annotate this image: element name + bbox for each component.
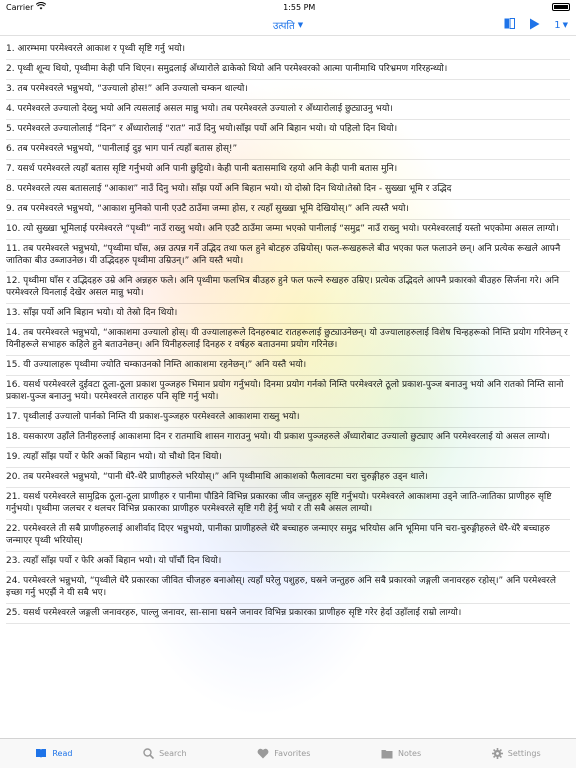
tab-read[interactable]: [35, 748, 72, 759]
verse[interactable]: 7. यसर्थ परमेश्वरले त्यहाँ बतास सृष्टि गर्नुभयो अनि पानी छुट्टियो। केही पानी बतासमाथि रहयो अनि केही पानी बतास मुनि।: [6, 160, 570, 180]
verse[interactable]: 19. त्यहाँ साँझ पर्यो र फेरि अर्को बिहान भयो। यो चौथो दिन थियो।: [6, 448, 570, 468]
tab-bar: [0, 738, 576, 768]
heart-icon: [257, 748, 269, 759]
tab-label: Read: [52, 749, 73, 758]
verse[interactable]: 21. यसर्थ परमेश्वरले सामुद्रिक ठूला-ठूला प्राणीहरु र पानीमा पौडिने विभिन्न प्रकारका जीव जन्तुहरु सृष्टि गर्नुभयो। परमेश्वरले आकाशमा उड्ने जाति-जातिका प्राणीहरु सृष्टि गर्नुभयो। पृथ्वीमा जलचर र थलचर विभिन्न प्रकारका प्राणीहरु परमेश्वरले सृष्टि गरी हेर्नु भयो र ती सबै असल लाग्यो।: [6, 488, 570, 520]
play-icon: [529, 18, 540, 30]
verse[interactable]: 20. तब परमेश्वरले भन्नुभयो, “पानी धेरै-धेरै प्राणीहरुले भरियोस्।” अनि पृथ्वीमाथि आकाशको फैलावटमा चरा चुरुङ्गीहरु उड्न थाले।: [6, 468, 570, 488]
verse[interactable]: 16. यसर्थ परमेश्वरले दुईवटा ठूला-ठूला प्रकाश पुञ्जहरु भिमान प्रयोग गर्नुभयो। दिनमा प्रयोग गर्नको निम्ति परमेश्वरले ठूलो प्रकाश-पुञ्ज बनाउनु भयो अनि रातको निम्ति सानो प्रकाश-पुञ्ज बनाउनु भयो। परमेश्वरले ताराहरु पनि सृष्टि गर्नु भयो।: [6, 376, 570, 408]
verse[interactable]: 6. तब परमेश्वरले भन्नुभयो, “पानीलाई दुइ भाग पार्न त्यहाँ बतास होस्!”: [6, 140, 570, 160]
verse[interactable]: 15. यी उज्यालाहरू पृथ्वीमा ज्योति चम्काउनको निम्ति आकाशमा रहनेछन्।” अनि यस्तै भयो।: [6, 356, 570, 376]
chevron-down-icon: ▼: [562, 21, 568, 29]
verse[interactable]: 8. परमेश्वरले त्यस बतासलाई “आकाश” नाउँ दिनु भयो। साँझ पर्यो अनि बिहान भयो। यो दोस्रो दिन थियो।तेस्रो दिन - सुख्खा भूमि र उद्भिद: [6, 180, 570, 200]
book-selector[interactable]: [273, 18, 303, 32]
parallel-view-button[interactable]: [504, 18, 515, 32]
book-icon: [35, 748, 47, 759]
tab-favorites[interactable]: [257, 748, 310, 759]
play-audio-button[interactable]: [529, 18, 540, 33]
chevron-down-icon: ▼: [297, 20, 304, 29]
verse[interactable]: 9. तब परमेश्वरले भन्नुभयो, “आकाश मुनिको पानी एउटै ठाउँमा जम्मा होस, र त्यहाँ सुख्खा भूमि देखियोस्।” अनि त्यस्तै भयो।: [6, 200, 570, 220]
clock: 1:55 PM: [283, 2, 316, 12]
chapter-number: 1: [554, 19, 561, 31]
wifi-icon: [36, 2, 46, 12]
chapter-selector[interactable]: [554, 20, 568, 31]
verse[interactable]: 18. यसकारण उहाँले तिनीहरुलाई आकाशमा दिन र रातमाथि शासन गाराउनु भयो। यी प्रकाश पुञ्जहरुले अँध्यारोबाट उज्यालो छुट्याए अनि परमेश्वरलाई यो असल लाग्यो।: [6, 428, 570, 448]
book-title: उत्पति: [272, 20, 295, 32]
verse[interactable]: 13. साँझ पर्यो अनि बिहान भयो। यो तेस्रो दिन थियो।: [6, 304, 570, 324]
verse[interactable]: 11. तब परमेश्वरले भन्नुभयो, “पृथ्वीमा घाँस, अन्न उत्पन्न गर्ने उद्भिद तथा फल हुने बोटहरु उम्रियोस्। फल-रूखहरूले बीउ भएका फल फलाउने छन्। अनि प्रत्येक रूखले आफ्नै जातिका बीउ उब्जाउनेछ। यी उद्भिदहरु पृथ्वीमा उम्रिउन्।” अनि यस्तै भयो।: [6, 240, 570, 272]
verse[interactable]: 17. पृथ्वीलाई उज्यालो पार्नको निम्ति यी प्रकाश-पुञ्जहरु परमेश्वरले आकाशमा राख्नु भयो।: [6, 408, 570, 428]
verse[interactable]: 5. परमेश्वरले उज्यालोलाई “दिन” र अँध्यारोलाई “रात” नाउँ दिनु भयो।साँझ पर्यो अनि बिहान भयो। यो पहिलो दिन थियो।: [6, 120, 570, 140]
parallel-view-icon: [504, 18, 515, 29]
verse[interactable]: 1. आरम्भमा परमेश्वरले आकाश र पृथ्वी सृष्टि गर्नु भयो।: [6, 40, 570, 60]
tab-settings[interactable]: [492, 748, 541, 759]
verse[interactable]: 3. तब परमेश्वरले भन्नुभयो, “उज्यालो होस!” अनि उज्यालो चम्कन थाल्यो।: [6, 80, 570, 100]
verse[interactable]: 25. यसर्थ परमेश्वरले जङ्गली जनावरहरु, पाल्लु जनावर, सा-साना घस्रने जनावर विभिन्न प्रकारका प्राणीहरु सृष्टि गरेर हेर्दा उहाँलाई राम्रो लाग्यो।: [6, 604, 570, 624]
tab-notes[interactable]: [381, 749, 421, 759]
battery-icon: [552, 3, 570, 11]
tab-label: Search: [159, 749, 187, 758]
verse[interactable]: 4. परमेश्वरले उज्यालो देख्नु भयो अनि त्यसलाई असल मान्नु भयो। तब परमेश्वरले उज्यालो र अँध्यारोलाई छुट्याउनु भयो।: [6, 100, 570, 120]
folder-icon: [381, 749, 393, 759]
chapter-text[interactable]: [0, 40, 576, 736]
search-icon: [143, 748, 154, 759]
verse[interactable]: 10. त्यो सुख्खा भूमिलाई परमेश्वरले “पृथ्वी” नाउँ राख्नु भयो। अनि एउटै ठाउँमा जम्मा भएको पानीलाई “समुद्र” नाउँ राख्नु भयो। परमेश्वरलाई यस्तो भएकोमा असल लाग्यो।: [6, 220, 570, 240]
tab-label: Favorites: [274, 749, 311, 758]
verse[interactable]: 23. त्यहाँ साँझ पर्यो र फेरि अर्को बिहान भयो। यो पाँचौं दिन थियो।: [6, 552, 570, 572]
tab-search[interactable]: [143, 748, 186, 759]
verse[interactable]: 12. पृथ्वीमा घाँस र उद्भिदहरु उम्रे अनि अन्नहरु फले। अनि पृथ्वीमा फलभित्र बीउहरु हुने फल फल्ने रुखहरु उम्रिए। प्रत्येक उद्भिदले आफ्नै प्रकारको बीउहरु सिर्जना गरे। अनि परमेश्वरले यिनलाई देखेर असल मान्नु भयो।: [6, 272, 570, 304]
tab-label: Notes: [398, 749, 422, 758]
verse[interactable]: 14. तब परमेश्वरले भन्नुभयो, “आकाशमा उज्यालो होस्। यी उज्यालाहरूले दिनहरुबाट रातहरूलाई छुट्याउनेछन्। यो उज्यालाहरुलाई विशेष चिन्हहरूको निम्ति प्रयोग गरिनेछन् र यिनीहरूले सभाहरु कहिले हुने बताउनेछन्। अनि यिनीहरुलाई दिनहरु र वर्षहरु बताउनमा प्रयोग गरिनेछ।: [6, 324, 570, 356]
carrier-label: Carrier: [6, 2, 34, 12]
verse[interactable]: 2. पृथ्वी शून्य थियो, पृथ्वीमा केही पनि थिएन। समुद्रलाई अँध्यारोले ढाकेको थियो अनि परमेश्वरको आत्मा पानीमाथि परिभ्रमण गरिरहन्थ्यो।: [6, 60, 570, 80]
status-bar: [0, 0, 576, 14]
verse[interactable]: 22. परमेश्वरले ती सबै प्राणीहरुलाई आशीर्वाद दिएर भन्नुभयो, पानीका प्राणीहरुले धेरै बच्चाहरु जन्माएर समुद्र भरियोस अनि भूमिमा पनि चरा-चुरुङ्गीहरुले धेरै-धेरै बच्चाहरु जन्माएर पृथ्वी भरियोस्।: [6, 520, 570, 552]
navigation-bar: [0, 14, 576, 36]
verse[interactable]: 24. परमेश्वरले भन्नुभयो, “पृथ्वीले धेरै प्रकारका जीवित चीजहरु बनाओस्। त्यहाँ घरेलु पशुहरु, घस्रने जन्तुहरु अनि सबै प्रकारको जङ्गली जनावरहरु रहोस्।” अनि परमेश्वरले इच्छा गर्नु भएझैं ने यी सबै भए।: [6, 572, 570, 604]
tab-label: Settings: [507, 749, 541, 758]
gear-icon: [492, 748, 503, 759]
